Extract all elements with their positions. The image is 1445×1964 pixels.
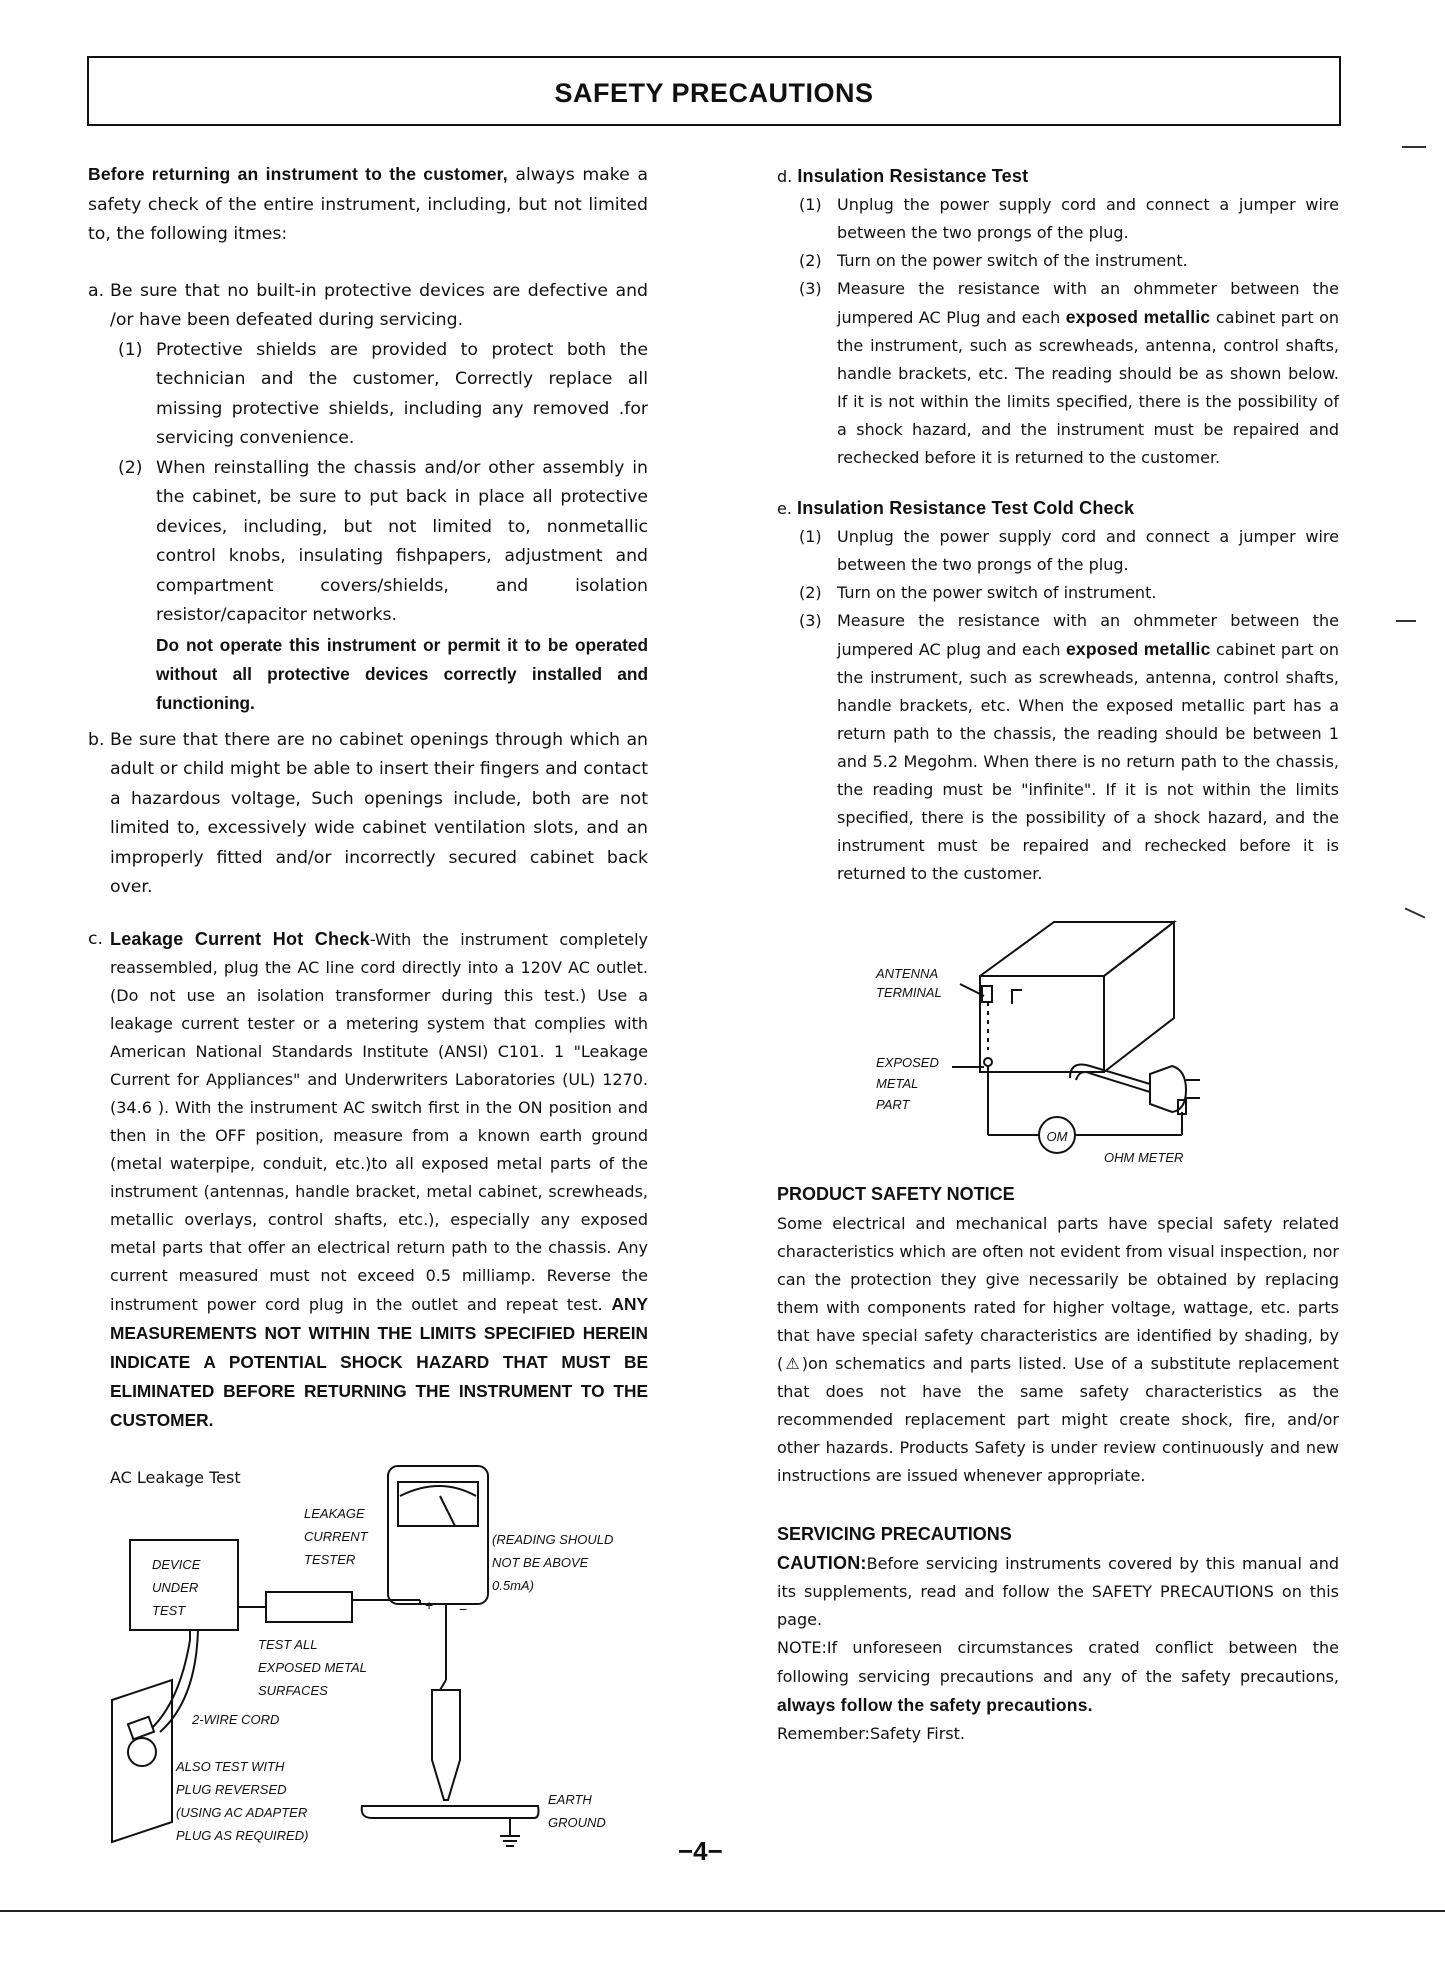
intro-text: always make a safety check of the entire instrument, including, but not limited to, the following itmes: bbox=[88, 165, 648, 244]
tester-label-line: TESTER bbox=[304, 1552, 356, 1567]
sub-text: Unplug the power supply cord and connect a jumper wire between the two prongs of the plug. bbox=[837, 195, 1339, 242]
device-label-line: UNDER bbox=[152, 1580, 199, 1595]
om-label: OM bbox=[1046, 1129, 1068, 1144]
earth-label-line: EARTH bbox=[548, 1792, 592, 1807]
right-column bbox=[777, 162, 1339, 888]
sub-text: Turn on the power switch of the instrument. bbox=[837, 251, 1188, 270]
leakage-heading: Leakage Current Hot Check bbox=[110, 928, 370, 949]
product-safety-text bbox=[777, 1210, 1339, 1490]
test-label-line: EXPOSED METAL bbox=[258, 1660, 367, 1675]
sub-number: (2) bbox=[799, 583, 822, 602]
reading-label-line: (READING SHOULD bbox=[492, 1532, 614, 1547]
item-letter: e. bbox=[777, 499, 792, 518]
antenna-label bbox=[876, 964, 942, 1002]
sub-text-part: Measure the resistance with an ohmmeter between the jumpered AC plug and each bbox=[837, 611, 1339, 659]
product-safety-text-part: )on schematics and parts listed. Use of a substitute replacement that does not have the same safety characteristics as the recommended replacement part might create shock, fire, and/or other hazards. Products Safety is under review continuously and new instructions are issued whenever appropriate. bbox=[777, 1353, 1340, 1485]
item-letter: a. bbox=[88, 280, 105, 301]
leakage-warning: ANY MEASUREMENTS NOT WITHIN THE LIMITS SPECIFIED HEREIN INDICATE A POTENTIAL SHOCK HAZARD THAT MUST BE ELIMINATED BEFORE RETURNING THE INSTRUMENT TO THE CUSTOMER. bbox=[110, 1293, 648, 1430]
note-body: NOTE:If unforeseen circumstances crated conflict between the following servicing precautions and any of the safety precautions, bbox=[777, 1638, 1339, 1686]
exposed-metallic: exposed metallic bbox=[1065, 639, 1211, 659]
item-a-sub2 bbox=[118, 454, 648, 718]
item-c bbox=[88, 925, 648, 1435]
exposed-metal-label bbox=[876, 1052, 939, 1115]
sub-text-part: cabinet part on the instrument, such as screwheads, antenna, control shafts, handle brackets, etc. When the exposed metallic part has a return path to the chassis, the reading should be between 1 and 5.2 Megohm. When there is no return path to the chassis, the reading must be "infinite". If it is not within the limits specified, there is the possibility of a shock hazard, and the instrument must be repaired and rechecked before it is returned to the customer. bbox=[837, 640, 1340, 883]
caution-body: Before servicing instruments covered by this manual and its supplements, read and follow the SAFETY PRECAUTIONS on this page. bbox=[777, 1554, 1339, 1629]
item-e-sub1 bbox=[777, 523, 1339, 579]
note-bold: always follow the safety precautions. bbox=[777, 1695, 1093, 1715]
item-e-sub3 bbox=[777, 607, 1339, 888]
minus-sign: − bbox=[459, 1601, 468, 1617]
exposed-label-line: EXPOSED bbox=[876, 1055, 939, 1070]
sub-number: (3) bbox=[799, 611, 822, 630]
leakage-tester-body bbox=[388, 1466, 488, 1604]
device-under-test-box bbox=[130, 1540, 238, 1630]
sub-number: (2) bbox=[118, 457, 143, 478]
reading-label bbox=[492, 1528, 613, 1597]
item-letter: b. bbox=[88, 729, 105, 750]
item-a bbox=[88, 277, 648, 718]
sub-number: (1) bbox=[118, 339, 143, 360]
item-d-sub1 bbox=[777, 191, 1339, 247]
sub-text: Protective shields are provided to protect both the technician and the customer, Correctly replace all missing protective shields, including any removed .for servicing convenience. bbox=[156, 339, 648, 448]
item-d-sub3 bbox=[777, 275, 1339, 472]
sub-text: When reinstalling the chassis and/or other assembly in the cabinet, be sure to put back in place all protective devices, including, but not limited to, nonmetallic control knobs, insulating fishpapers, adjustment and compartment covers/shields, and isolation resistor/capacitor networks. bbox=[156, 457, 648, 625]
tester-label-line: CURRENT bbox=[304, 1529, 368, 1544]
two-wire-cord bbox=[152, 1630, 190, 1728]
caution-label: CAUTION: bbox=[777, 1553, 867, 1573]
product-safety-heading: PRODUCT SAFETY NOTICE bbox=[777, 1184, 1015, 1204]
test-label-line: SURFACES bbox=[258, 1683, 328, 1698]
margin-mark bbox=[1402, 146, 1426, 148]
exposed-label-line: METAL bbox=[876, 1076, 919, 1091]
cold-check-heading: Insulation Resistance Test Cold Check bbox=[797, 498, 1135, 518]
device-label-line: DEVICE bbox=[152, 1557, 201, 1572]
tester-label bbox=[304, 1502, 368, 1571]
insulation-heading: Insulation Resistance Test bbox=[797, 166, 1029, 186]
sub-number: (1) bbox=[799, 527, 822, 546]
also-test-label bbox=[176, 1755, 308, 1847]
item-letter: d. bbox=[777, 167, 793, 186]
margin-mark bbox=[1396, 620, 1416, 622]
intro-bold: Before returning an instrument to the customer, bbox=[88, 164, 508, 184]
sub-number: (1) bbox=[799, 195, 822, 214]
left-column bbox=[88, 160, 648, 1435]
intro-paragraph bbox=[88, 160, 648, 250]
junction-box bbox=[266, 1592, 352, 1622]
remember-text: Remember:Safety First. bbox=[777, 1724, 965, 1743]
sub-text bbox=[837, 607, 1339, 888]
right-column-lower bbox=[777, 1180, 1339, 1748]
test-all-label bbox=[258, 1633, 367, 1702]
also-label-line: PLUG AS REQUIRED) bbox=[176, 1828, 309, 1843]
meter-face bbox=[398, 1482, 478, 1526]
test-label-line: TEST ALL bbox=[258, 1637, 318, 1652]
cord-label: 2-WIRE CORD bbox=[192, 1712, 280, 1727]
device-label bbox=[152, 1553, 200, 1622]
product-safety-text-part: Some electrical and mechanical parts have special safety related characteristics which are often not evident from visual inspection, nor can the protection they give necessarily be obtained by replacing them with components rated for higher voltage, wattage, etc. parts that have special safety characteristics are identified by shading, by ( bbox=[777, 1213, 1339, 1373]
also-label-line: (USING AC ADAPTER bbox=[176, 1805, 308, 1820]
item-a-sub1 bbox=[118, 336, 648, 454]
sub-text bbox=[837, 275, 1339, 472]
plus-sign: + bbox=[425, 1597, 434, 1613]
exposed-label-line: PART bbox=[876, 1097, 910, 1112]
servicing-heading: SERVICING PRECAUTIONS bbox=[777, 1523, 1012, 1544]
meter-needle bbox=[440, 1496, 455, 1526]
earth-ground-label bbox=[548, 1788, 606, 1834]
item-a-text: Be sure that no built-in protective devices are defective and /or have been defeated during servicing. bbox=[110, 280, 648, 330]
caution-text bbox=[777, 1549, 1339, 1634]
item-c-text bbox=[110, 925, 648, 1435]
device-label-line: TEST bbox=[152, 1603, 186, 1618]
exposed-metallic: exposed metallic bbox=[1065, 307, 1211, 327]
ground-bar bbox=[362, 1806, 539, 1818]
item-e bbox=[777, 494, 1339, 888]
ohm-meter-label: OHM METER bbox=[1104, 1150, 1184, 1165]
ac-plug bbox=[1150, 1066, 1186, 1112]
protective-devices-warning: Do not operate this instrument or permit it to be operated without all protective devices correctly installed and functioning. bbox=[156, 634, 648, 713]
note-text bbox=[777, 1634, 1339, 1720]
item-b-text: Be sure that there are no cabinet openings through which an adult or child might be able to insert their fingers and contact a hazardous voltage, Such openings include, both are not limited to, excessively wide cabinet ventilation slots, and an improperly fitted and/or incorrectly secured cabinet back over. bbox=[110, 729, 648, 897]
item-d bbox=[777, 162, 1339, 472]
antenna-label-line: ANTENNA bbox=[876, 966, 939, 981]
title-box bbox=[87, 56, 1341, 126]
antenna-label-line: TERMINAL bbox=[876, 985, 942, 1000]
margin-mark bbox=[1405, 907, 1426, 918]
bottom-rule bbox=[0, 1910, 1445, 1912]
sub-number: (3) bbox=[799, 279, 822, 298]
earth-label-line: GROUND bbox=[548, 1815, 606, 1830]
item-e-sub2 bbox=[777, 579, 1339, 607]
diagram-caption: AC Leakage Test bbox=[110, 1468, 241, 1487]
sub-text-part: cabinet part on the instrument, such as screwheads, antenna, control shafts, handle brackets, etc. The reading should be as shown below. If it is not within the limits specified, there is the possibility of a shock hazard, and the instrument must be repaired and rechecked before it is returned to the customer. bbox=[837, 308, 1340, 467]
item-d-sub2 bbox=[777, 247, 1339, 275]
wall-outlet bbox=[112, 1680, 172, 1842]
reading-label-line: NOT BE ABOVE bbox=[492, 1555, 589, 1570]
warning-triangle-icon: ⚠ bbox=[783, 1353, 802, 1373]
also-label-line: PLUG REVERSED bbox=[176, 1782, 287, 1797]
sub-text: Turn on the power switch of instrument. bbox=[837, 583, 1157, 602]
item-letter: c. bbox=[88, 928, 103, 949]
page-title: SAFETY PRECAUTIONS bbox=[554, 78, 874, 108]
ohm-meter-circle bbox=[1039, 1117, 1075, 1153]
page-number: −4− bbox=[678, 1836, 723, 1866]
probe bbox=[432, 1690, 460, 1800]
tester-label-line: LEAKAGE bbox=[304, 1506, 365, 1521]
sub-number: (2) bbox=[799, 251, 822, 270]
leakage-text: -With the instrument completely reassembled, plug the AC line cord directly into a 120V AC outlet. (Do not use an isolation transformer during this test.) Use a leakage current tester or a metering system that complies with American National Standards Institute (ANSI) C101. 1 "Leakage Current for Appliances" and Underwriters Laboratories (UL) 1270. (34.6 ). With the instrument AC switch first in the ON position and then in the OFF position, measure from a known earth ground (metal waterpipe, conduit, etc.)to all exposed metal parts of the instrument (antennas, handle bracket, metal cabinet, screwheads, metallic overlays, control shafts, etc.), especially any exposed metal parts that offer an electrical return path to the chassis. Any current measured must not exceed 0.5 milliamp. Reverse the instrument power cord plug in the outlet and repeat test. bbox=[110, 929, 648, 1314]
sub-text-part: Measure the resistance with an ohmmeter between the jumpered AC Plug and each bbox=[837, 279, 1339, 327]
item-b bbox=[88, 726, 648, 903]
reading-label-line: 0.5mA) bbox=[492, 1578, 534, 1593]
also-label-line: ALSO TEST WITH bbox=[176, 1759, 285, 1774]
sub-text: Unplug the power supply cord and connect a jumper wire between the two prongs of the plug. bbox=[837, 527, 1339, 574]
cabinet-front bbox=[980, 976, 1104, 1072]
